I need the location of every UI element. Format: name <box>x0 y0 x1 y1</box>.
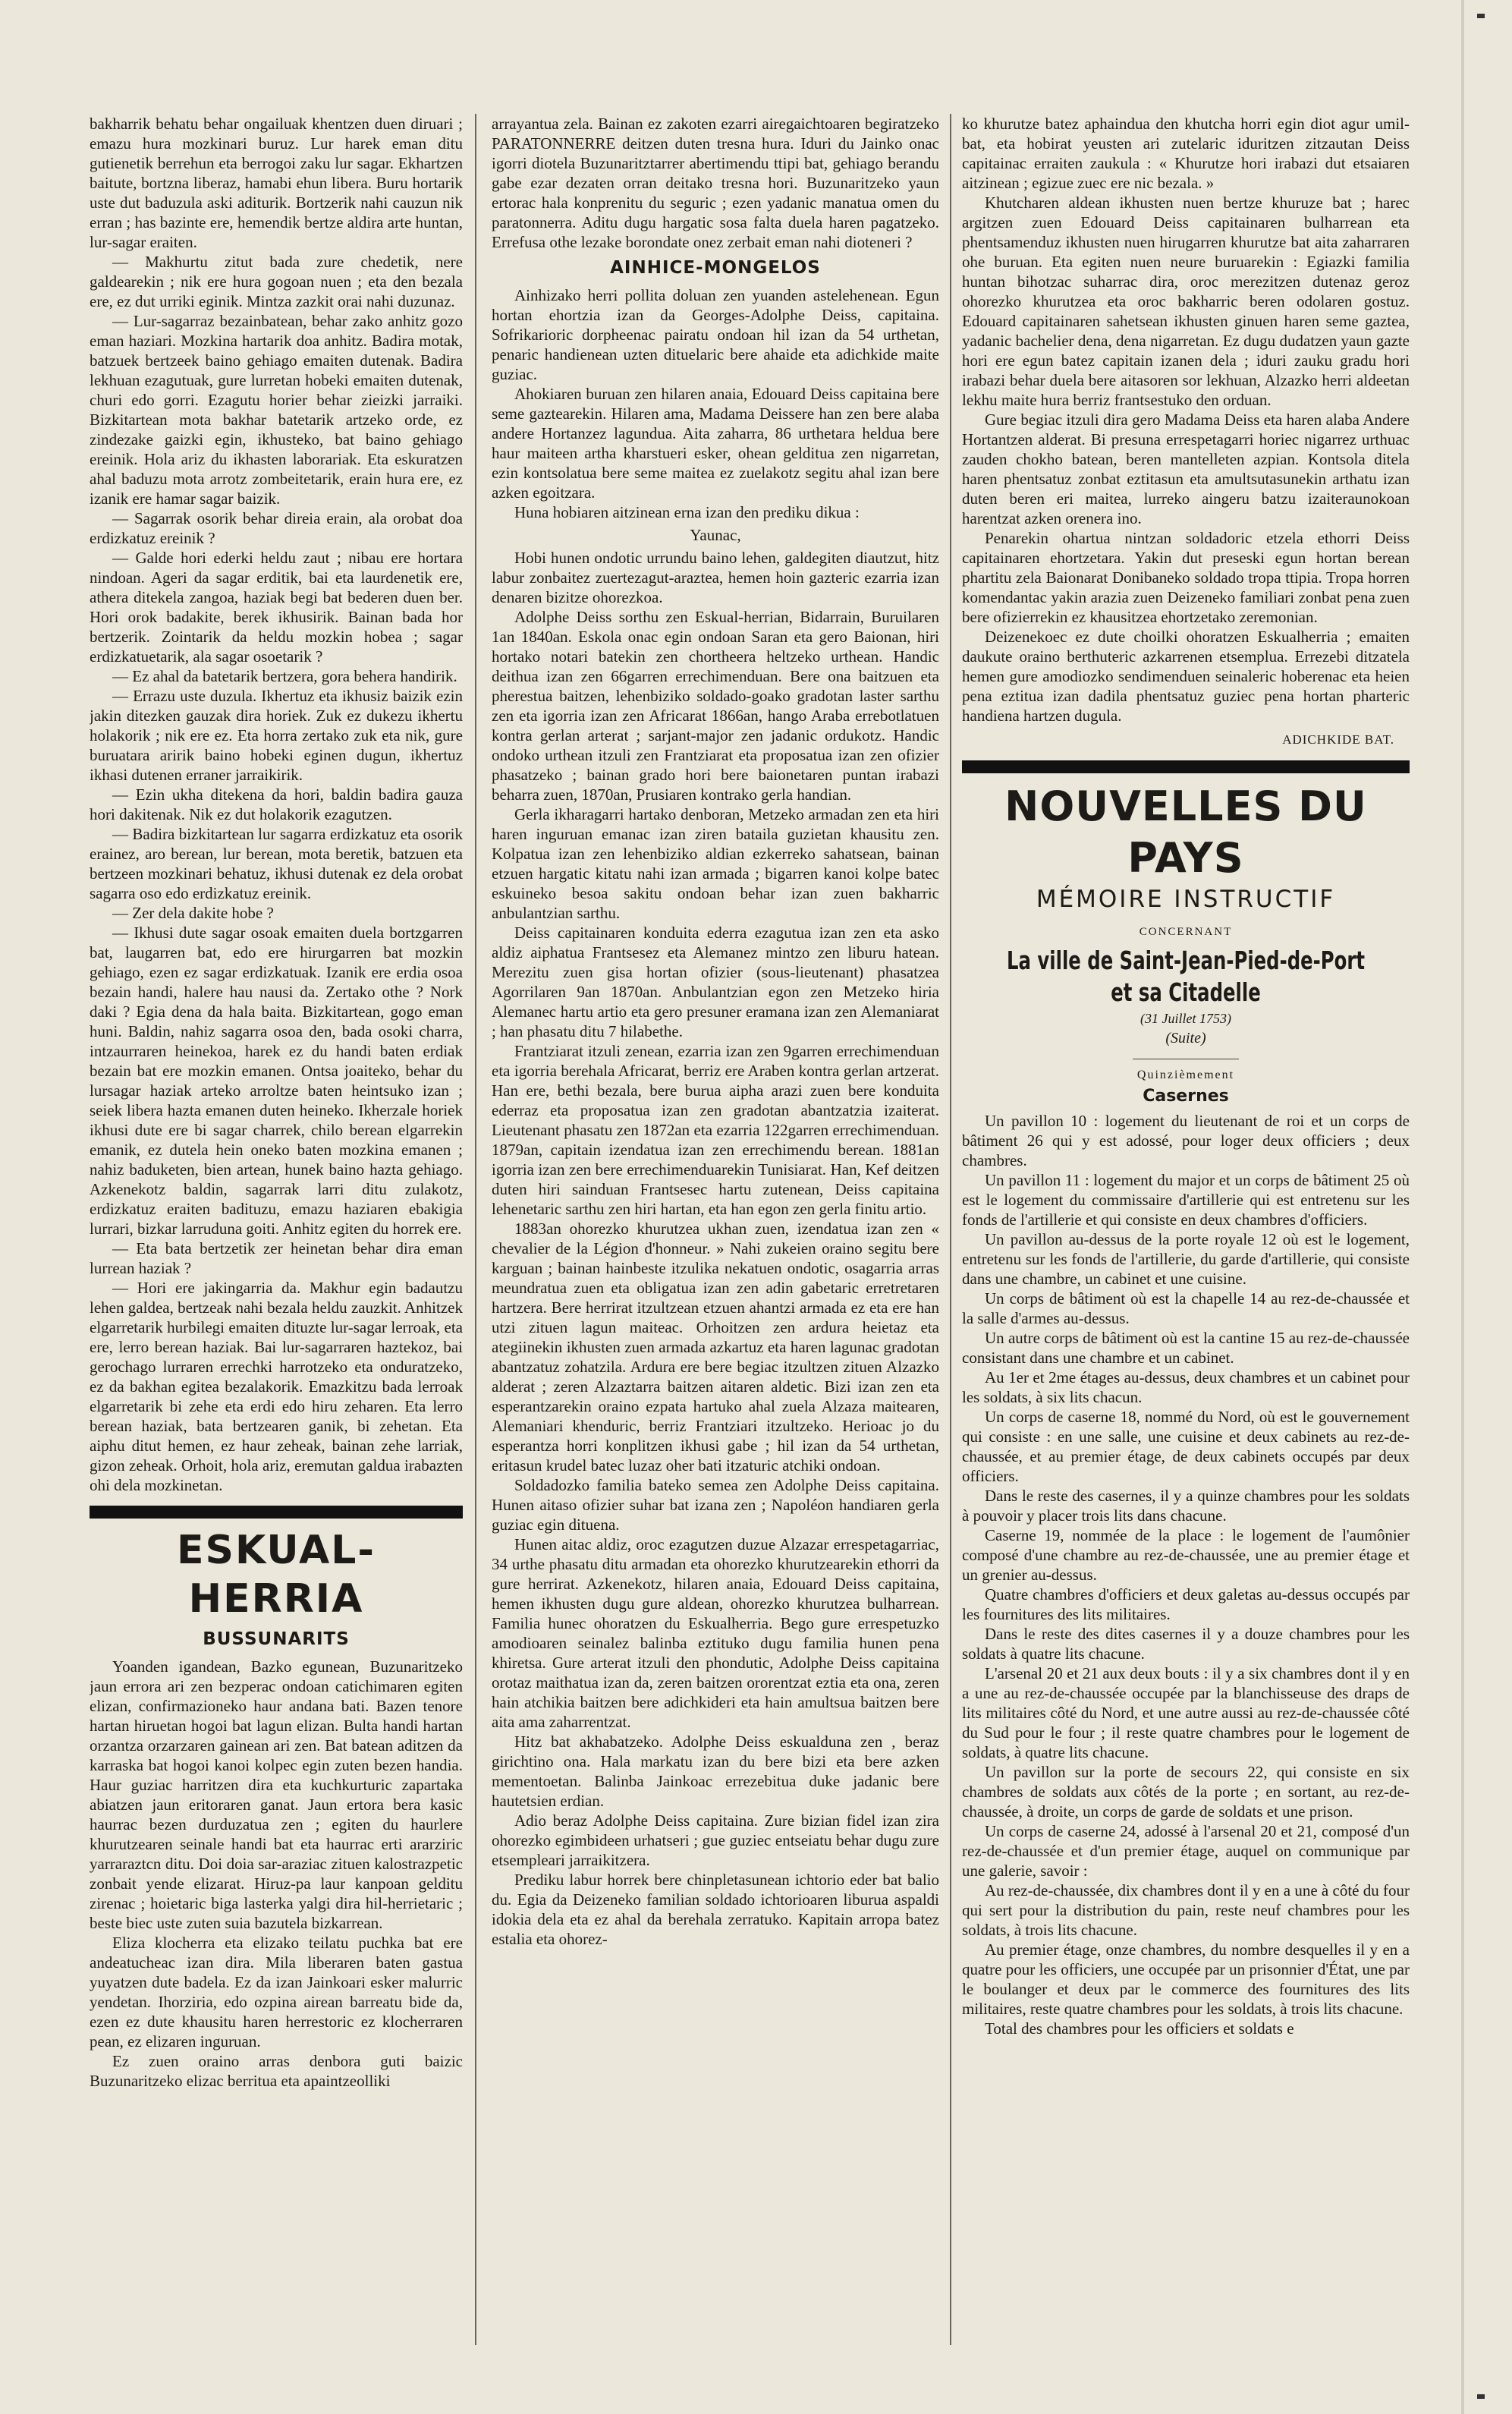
article-heading: BUSSUNARITS <box>203 1629 350 1649</box>
paragraph: — Badira bizkitartean lur sagarra erdizkatuz eta osorik erainez, aro berean, lur berean, mota beretik, batzuen eta bertzeen mozkinari behatuz, ikhusi dutenak ez dela orobat sagarra oso edo erdizkatuz ereinik. <box>90 825 463 902</box>
paragraph: Un pavillon 11 : logement du major et un corps de bâtiment 25 où est le logement du commissaire d'artillerie qui est entretenu sur les fonds de l'artillerie et qui consiste en deux chambres d'officiers. <box>962 1171 1410 1229</box>
paragraph: Yoanden igandean, Bazko egunean, Buzunaritzeko jaun errora ari zen bezperac ondoan catichimaren egiten elizan, confirmazioneko haur andana bati. Bazen tenore hartan hiruetan hogoi bat lagun elizan. Bulta handi hartan orzantza orzarzaren gainean ari zen. Bat batean aditzen da karraska bat hogoi kanoi kolpec egin zuten bezen handia. Haur guziac harritzen dira eta kuchkurturic zapartaka abiatzen jaun eritoraren ganat. Jaun ertora bera kasic haurrac bezen durduzatua zen ; egiten du haurlere khurutzearen seinale handi bat eta haurrac erti ararziric yarraraztcn ditu. Doi doia sar-araziac zituen kalostrazpetic zonbait yende elizarat. Hiruz-pa laur kanpoan gelditu zirenac ; hoietaric biga lasterka yalgi dira hil-herrietaric ; beste biec uste zuten suia bazutela bizkarrean. <box>90 1657 463 1932</box>
paragraph: Gerla ikharagarri hartako denboran, Metzeko armadan zen eta hiri haren inguruan emanac izan ziren bataila guzietan khausitu zen. Kolpatua izan zen lehenbiziko aldian ezkerreko sahatsean, bainan etzuen hargatic kitatu nahi izan armada ; bigarren kanoi kolpe batec eskuineko besoa sakitu ondoan behar izan zuen bakharric anbulantzian sarthu. <box>492 805 939 922</box>
paragraph: Ez zuen oraino arras denbora guti baizic Buzunaritzeko elizac berritua eta apaintzeolliki <box>90 2052 463 2090</box>
paragraph: Eliza klocherra eta elizako teilatu puchka bat ere andeatucheac izan dira. Mila liberaren baten gastua yuyatzen dute badela. Ez da izan Jainkoari esker malurric yendetan. Ihorziria, edo ozpina airean barreatu bide da, ezen ez dute khausitu haren herrestoric ez klocherraren pean, ez elizaren inguruan. <box>90 1934 463 2050</box>
salutation: Yaunac, <box>690 526 741 544</box>
binding-mark <box>1477 14 1485 18</box>
paragraph: Hitz bat akhabatzeko. Adolphe Deiss eskualduna zen , beraz girichtino ona. Hala markatu izan du bere bizi eta bere azken mementoetan. Balinba Jainkoac errezebitua duke jadanic bere hautetsien erdian. <box>492 1733 939 1810</box>
paragraph: Un pavillon 10 : logement du lieutenant de roi et un corps de bâtiment 26 qui y est adossé, pour loger deux officiers ; deux chambres. <box>962 1112 1410 1169</box>
paragraph: Hobi hunen ondotic urrundu baino lehen, galdegiten diautzut, hitz labur zonbaitez zuertezagut-araztea, hemen hoin gazteric ezarria izan denaren bizitze ohorezkoa. <box>492 549 939 606</box>
page-edge <box>1461 0 1464 2414</box>
paragraph: — Zer dela dakite hobe ? <box>112 904 274 922</box>
paragraph: — Hori ere jakingarria da. Makhur egin badautzu lehen galdea, bertzeak nahi bezala heldu zauzkit. Anhitzek elgarretarik hurbilegi emaiten dituzte lur-sagar lerroak, eta ere, lerro berean haziak. Bai lur-sagarraren haztekoz, bai gerochago lurraren errechki harrotzeko eta onduratzeko, ez da bakhan egitea bezalakorik. Emazkitzu bada lerroak elgarretarik bi zehe eta erdi edo hiru zeharen. Eta lerro berean haziak, bata bertzearen ganik, bi zehetan. Eta aiphu ditut hemen, ez haur zeheak, bainan zehe larriak, gizon zeheak. Orhoit, hola ariz, eremutan galdua irabazten ohi dela mozkinetan. <box>90 1279 463 1494</box>
paragraph: — Makhurtu zitut bada zure chedetik, nere galdearekin ; nik ere hura gogoan nuen ; eta den bezala ere, ez dut urriki eginik. Mintza zazkit orai nahi duzunaz. <box>90 253 463 310</box>
paragraph: Adio beraz Adolphe Deiss capitaina. Zure bizian fidel izan zira ohorezko egimbideen urhatseri ; gue guziec entseiatu behar dugu zure etsempleari jarraikitzera. <box>492 1811 939 1869</box>
column-rule <box>950 114 951 2345</box>
section-title: Casernes <box>1143 1087 1229 1106</box>
paragraph: Dans le reste des casernes, il y a quinze chambres pour les soldats à pouvoir y placer trois lits dans chacune. <box>962 1487 1410 1525</box>
column-1 <box>90 114 463 2360</box>
concernant-label: CONCERNANT <box>1139 926 1233 938</box>
paragraph: — Ezin ukha ditekena da hori, baldin badira gauza hori dakitenak. Nik ez dut holakorik ezagutzen. <box>90 785 463 823</box>
paragraph: Un pavillon sur la porte de secours 22, qui consiste en six chambres de soldats aux côtés de la porte ; en sortant, au rez-de-chaussée, à droite, un corps de garde de soldats et une prison. <box>962 1763 1410 1821</box>
paragraph: — Galde hori ederki heldu zaut ; nibau ere hortara nindoan. Ageri da sagar erditik, bai eta laurdenetik ere, athera ditekela zangoa, haziak begi bat bederen duen ber. Hori orok badakite, berek ikhusirik. Bainan bada hor bertzerik. Zointarik da heldu mozkin hobea ; sagar erdizkatuetarik, ala sagar osoetarik ? <box>90 549 463 666</box>
paragraph: Ahokiaren buruan zen hilaren anaia, Edouard Deiss capitaina bere seme gaztearekin. Hilaren ama, Madama Deissere han zen bere alaba andere Hortanzez lagundua. Aita zaharra, 86 urthetara heldua bere haur maiteen artha kharstueri esker, ohean gelditua zen nigarretan, ezin kontsolatua bere seme maitea ez zuelakotz segitu ahal izan bere azken egoitzara. <box>492 385 939 502</box>
suite-label: (Suite) <box>1165 1030 1206 1046</box>
paragraph: Quatre chambres d'officiers et deux galetas au-dessus occupés par les fournitures des lits militaires. <box>962 1585 1410 1623</box>
paragraph: Un corps de caserne 18, nommé du Nord, où est le gouvernement qui consiste : en une salle, une cuisine et deux cabinets au rez-de-chaussée, et au premier étage, de deux cabinets occupés par deux officiers. <box>962 1408 1410 1485</box>
paragraph: Frantziarat itzuli zenean, ezarria izan zen 9garren errechimenduan eta igorria berehala Africarat, berriz ere Araben kontra gerlan artzerat. Han ere, bethi bezala, bere burua aipha arazi zuen bere konduita ederraz eta proposatua izan zen gradotan abantzatzia izaiterat. Lieutenant phasatu zen 1872an eta ezarria 122garren errechimenduan. 1879an, capitain izendatua izan zen errechimendu berean. 1881an igorria izan zen bere errechimenduarekin Tunisiarat. Han, Kef deitzen duten hiri sainduan Frantsesec hartu zutenean, Deiss capitaina lehenetaric sarthu zen hiri hartan, eta han egon zen gerla finitu artio. <box>492 1042 939 1218</box>
paragraph: arrayantua zela. Bainan ez zakoten ezarri airegaichtoaren begiratzeko PARATONNERRE deitzen duten tresna hura. Iduri du Jainko onac igorri diotela Buzunaritztarrer abertimendu ttipi bat, gehiago berandu gabe ezar dezaten orran deitako tresna hori. Buzunaritzeko yaun ertorac hala konprenitu du seguric ; ezen yadanic manatua omen du paratonnerra. Aditu dugu hargatic sosa falta duela haren pagatzeko. Errefusa othe lezake borondate onez zerbait eman nahi dioteneri ? <box>492 115 939 251</box>
paragraph: Deiss capitainaren konduita ederra ezagutua izan zen eta asko aldiz aiphatua Frantsesez eta Alemanez mintzo zen liburu hatean. Merezitu zuen gisa hortan ofizier (sous-lieutenant) phasatzea Agorrilaren 9an 1870an. Anbulantzian egon zen Metzeko hiria Alemanec hartu artio eta gero presuner eramana izan zen Alemaniarat ; han phasatu ditu 7 hilabethe. <box>492 924 939 1040</box>
paragraph: Khutcharen aldean ikhusten nuen bertze khuruze bat ; harec argitzen zuen Edouard Deiss capitainaren bulharrean eta phentsamenduz ikhusten nuen hirugarren khurutze bat aita zaharraren ohe buruan. Eta egiten nuen neure buruarekin : Egiazki familia huntan bihotzac suharrac dira, oroc merezitzen dutenaz geroz ohorezko khurutzea eta oroc bakharric beren odolaren gostuz. Edouard capitainaren sahetsean ikhusten ginuen haren seme gaztea, yadanic bachelier dena, dena nigarretan. Ez dugu dudatzen yaun gazte hori ere egun batez capitain izanen dela ; iduri zauku gradu hori irabazi behar duela bere aitasoren sor lekhuan, Alzazko herri aldeetan lekhu maite hura berriz frantsestuko den orduan. <box>962 194 1410 409</box>
memo-date: (31 Juillet 1753) <box>1140 1011 1231 1026</box>
binding-mark <box>1477 2394 1485 2399</box>
paragraph: Dans le reste des dites casernes il y a douze chambres pour les soldats à quatre lits chacune. <box>962 1625 1410 1663</box>
memo-heading: MÉMOIRE INSTRUCTIF <box>1036 886 1336 913</box>
column-2 <box>492 114 939 2360</box>
paragraph: Au rez-de-chaussée, dix chambres dont il y en a une à côté du four qui sert pour la distribution du pain, reste neuf chambres pour les soldats, à trois lits chacune. <box>962 1881 1410 1939</box>
paragraph: Un corps de caserne 24, adossé à l'arsenal 20 et 21, composé d'un rez-de-chaussée et d'un premier étage, auquel on communique par une galerie, savoir : <box>962 1822 1410 1880</box>
memo-title: La ville de Saint-Jean-Pied-de-Port et sa Citadelle <box>1006 946 1365 1007</box>
paragraph: Au 1er et 2me étages au-dessus, deux chambres et un cabinet pour les soldats, à six lits chacun. <box>962 1368 1410 1406</box>
paragraph: Penarekin ohartua nintzan soldadoric etzela ethorri Deiss capitainaren ehortzetara. Yakin dut preseski egun hortan berean phartitu zela Baionarat Donibaneko soldado tropa ttipia. Tropa horren komendantac yakin arazia zuen Deizeneko familiari zonbat pena zuen bere ofizierrekin ez khausitzea ehortzetako zeremonian. <box>962 529 1410 626</box>
paragraph: 1883an ohorezko khurutzea ukhan zuen, izendatua izan zen « chevalier de la Légion d'honneur. » Nahi zukeien oraino segitu bere karguan ; bainan hainbeste itzulika nekatuen ondotic, osagarria arras meundratua zuen eta obligatua izan zen adin gabetaric erretretaren hartzera. Bere herrirat itzultzean etzuen ahantzi armada ez eta ere han utzi zituen lagun maiteac. Orhoitzen zen ardura heietaz eta ategiinekin ikhusten zuen armada azkartuz eta haren lagunac gradotan abantzatuz zohatzila. Ardura ere bere begiac itzultzen zituen Alzazko alderat ; zeren Alzaztarra baitzen aitaren aldetic. Bizi izan zen eta esperantzarekin oraino ezpata hartuko ahal zuela Alzaza maitearen, Alemaniari khenduric, berriz Frantziari itzultzeko. Herioac jo du esperantza horri konplitzen ikhusi gabe ; hil izan da 54 urthetan, eritasun krudel batec luzaz oher bati itzaturic atchiki ondoan. <box>492 1220 939 1475</box>
paragraph: Un corps de bâtiment où est la chapelle 14 au rez-de-chaussée et la salle d'armes au-dessus. <box>962 1289 1410 1327</box>
paragraph: — Lur-sagarraz bezainbatean, behar zako anhitz gozo eman haziari. Mozkina hartarik doa anhitz. Badira motak, batzuek bertzeek baino gehiago emaiten dutenak. Badira lekhuan ezagutuak, gure lurretan hobeki emaiten dutenak, churi edo gorri. Ezagutu horier behar zieizki jarraiki. Bizkitartean mota bakhar batetarik artzeko orde, ez zindezake gaizki egin, ikhusteko, bat baino gehiago ereinik. Hola ariz du ikhasten laborariak. Eta eskuratzen ahal baduzu mota arrotz zombeitetarik, erain hura ere, ez izanik ere hamar sagar baizik. <box>90 312 463 508</box>
paragraph: Hunen aitac aldiz, oroc ezagutzen duzue Alzazar errespetagarriac, 34 urthe phasatu ditu armadan eta ohorezko khurutzearekin ethorri da gure herrirat. Azkenekotz, hilaren anaia, Edouard Deiss capitaina, hemen ikhusten dugu gure aldean, ohorezko khurutzea bulharrean. Familia hunec ohoratzen du Eskualherria. Bego gure errespetuzko amodioaren seinalez balinba eztituko dugu familia hunen pena khiretsa. Gure arterat itzuli den phondutic, Adolphe Deiss capitaina orotaz maithatua izan da, zeren baitzen ororentzat eztia eta ona, zeren hain atchikia baitzen bere adichkideri eta hain amultsua baitzen bere aita ama zaharrentzat. <box>492 1535 939 1731</box>
paragraph: Soldadozko familia bateko semea zen Adolphe Deiss capitaina. Hunen aitaso ofizier suhar bat izana zen ; Napoléon handiaren gerla guziac egin dituena. <box>492 1476 939 1534</box>
paragraph: Adolphe Deiss sorthu zen Eskual-herrian, Bidarrain, Buruilaren 1an 1840an. Eskola onac egin ondoan Saran eta gero Baionan, hiri hortako notari batekin zen chortheera heltzeko urthean. Handic deithua izan zen 66garren errechimenduan. Bere ona baitzuen eta pherestua baitzen, lehenbiziko soldado-goako gradotan laster sarthu zen eta igorria izan zen Africarat 1866an, hango Araba errebotlatuen kontra gerlan arterat ; sarjant-major zen jadanic ordukotz. Handic ondoko urthean itzuli zen Frantziarat eta proposatua izan zen ofizier phasatzeko ; bainan grado hori bere baionetaren puntan irabazi beharra zuen, 1870an, Prusiaren kontrako gerla handian. <box>492 608 939 804</box>
signature: ADICHKIDE BAT. <box>1282 732 1394 747</box>
paragraph: — Ikhusi dute sagar osoak emaiten duela bortzgarren bat, laugarren bat, edo ere hirurgarren bat mozkin gehiago, ezen ez sagar erdizkatuak. Izanik ere erdia osoa bezain handi, halere hau nausi da. Zertako othe ? Nork daki ? Egia dena da hala baita. Bizkitartean, gogo eman huni. Baldin, nahiz sagarra osoa den, bada osoki charra, intzaurraren heinekoa, harek ez du handi baten erdiak bezain bat ere mozkin emanen. Ontsa joaiteko, behar du lursagar haziak arteko arroltze baten heintsuko izan ; seiek libera hazta emanen duten heineko. Ikherzale horiek ikhusi dute ere bi sagar charrek, chilo berean elgarrekin emanik, ez dutela hein oneko baten mozkina emanen ; nahiz baduketen, bien artean, hunek baino hazta gehiago. Azkenekotz baldin, sagarrak larri ditu zulakotz, erdizkatuz eraiten badituzu, emazu haziaren ebakigia lurrari, bizkar larruduna goiti. Anhitz egiten du horrek ere. <box>90 924 463 1238</box>
column-rule <box>475 114 476 2345</box>
section-heading-eskual-herria: ESKUAL-HERRIA <box>177 1528 376 1622</box>
section-number: Quinzièmement <box>1136 1069 1235 1081</box>
paragraph: Huna hobiaren aitzinean erna izan den prediku dikua : <box>514 503 860 521</box>
paragraph: Un autre corps de bâtiment où est la cantine 15 au rez-de-chaussée consistant dans une chambre et un cabinet. <box>962 1329 1410 1367</box>
column-3 <box>962 114 1410 2360</box>
paragraph: Prediku labur horrek bere chinpletasunean ichtorio eder bat balio du. Egia da Deizeneko familian soldado ichtorioaren liburua aspaldi idokia dela eta ez ahal da berehala zerratuko. Kapitain arropa batez estalia eta ohorez- <box>492 1871 939 1948</box>
paragraph: Au premier étage, onze chambres, du nombre desquelles il y en a quatre pour les officiers, une occupée par un prisonnier d'État, une par le boulanger et deux par le commerce des fournitures des lits militaires, reste quatre chambres pour les soldats, à trois lits chacune. <box>962 1940 1410 2018</box>
paragraph: — Errazu uste duzula. Ikhertuz eta ikhusiz baizik ezin jakin ditezken gauzak dira horiek. Zuk ez dukezu ikhertu holakorik ; nik ere ez. Eta horra zertako zuk eta nik, gure buruatara aririk baino hobeki eginen dugun, ikhertuz ikhasi dutenen erraner jarraikirik. <box>90 687 463 784</box>
article-heading: AINHICE-MONGELOS <box>610 258 821 278</box>
paragraph: bakharrik behatu behar ongailuak khentzen duen diruari ; emazu hura mozkinari buruz. Lur harek eman ditu gutienetik berrehun eta berrogoi zaku lur sagar. Ekhartzen baitute, bortzna liberaz, hamabi ehun libera. Buru hortarik uste dut baduzula aski aditurik. Bortzerik nahi cauzun nik erran ; has bazinte ere, hemendik bertze aldira arte huntan, lur-sagar eraiten. <box>90 115 463 251</box>
paragraph: — Ez ahal da batetarik bertzera, gora behera handirik. <box>112 667 457 685</box>
paragraph: Caserne 19, nommée de la place : le logement de l'aumônier composé d'une chambre au rez-de-chaussée, une au premier étage et un grenier au-dessus. <box>962 1526 1410 1584</box>
paragraph: ko khurutze batez aphaindua den khutcha horri egin diot agur umil-bat, eta hobirat yeusten ari zutelaric iduritzen zitzautan Deiss capitainac erraiten zaukula : « Khurutze hori irabazi dut etsaiaren aitzinean ; egizue zuec ere nic bezala. » <box>962 115 1410 192</box>
paragraph: Gure begiac itzuli dira gero Madama Deiss eta haren alaba Andere Hortantzen alderat. Bi presuna errespetagarri horiec nigarrez urthuac zauden chokho batean, beren mantelleten azpian. Kontsola ditela haren phentsatuz zonbat eztitasun eta amultsutasunekin arthatu izan duten beren eri maitea, lurreko aingeru batzu izaiteraunokoan harentzat azken orenera ino. <box>962 411 1410 527</box>
paragraph: — Sagarrak osorik behar direia erain, ala orobat doa erdizkatuz ereinik ? <box>90 509 463 547</box>
paragraph: L'arsenal 20 et 21 aux deux bouts : il y a six chambres dont il y en a une au rez-de-chaussée occupée par la blanchisseuse des draps de lits militaires côté du Nord, et une autre aussi au rez-de-chaussée côté du Sud pour le four ; il reste quatre chambres pour le logement de soldats, à quatre lits chacune. <box>962 1664 1410 1761</box>
section-heading-nouvelles-du-pays: NOUVELLES DU PAYS <box>1004 782 1367 882</box>
section-rule <box>90 1506 463 1519</box>
paragraph: Un pavillon au-dessus de la porte royale 12 où est le logement, entretenu sur les fonds de l'artillerie, du garde d'artillerie, qui consiste dans une chambre, un cabinet et une cuisine. <box>962 1230 1410 1288</box>
paragraph: Ainhizako herri pollita doluan zen yuanden astelehenean. Egun hortan ehortzia izan da Georges-Adolphe Deiss, capitaina. Sofrikarioric dorpheenac pairatu ondoan hil izan da 54 urthetan, penaric handienean uzten dituelaric bere ahaide eta adichkide maite guziac. <box>492 286 939 383</box>
paragraph: Deizenekoec ez dute choilki ohoratzen Eskualherria ; emaiten daukute oraino berthuteric azkarrenen etsemplua. Errezebi ditzatela hemen gure amodiozko sendimenduen seinaleric hoberenac eta heien pena eztitua izan dadila phentsatuz guziec pena hortan pharteric handiena hartzen dugula. <box>962 628 1410 725</box>
paragraph: — Eta bata bertzetik zer heinetan behar dira eman lurrean haziak ? <box>90 1239 463 1277</box>
paragraph: Total des chambres pour les officiers et soldats e <box>985 2019 1294 2038</box>
section-rule <box>962 760 1410 773</box>
